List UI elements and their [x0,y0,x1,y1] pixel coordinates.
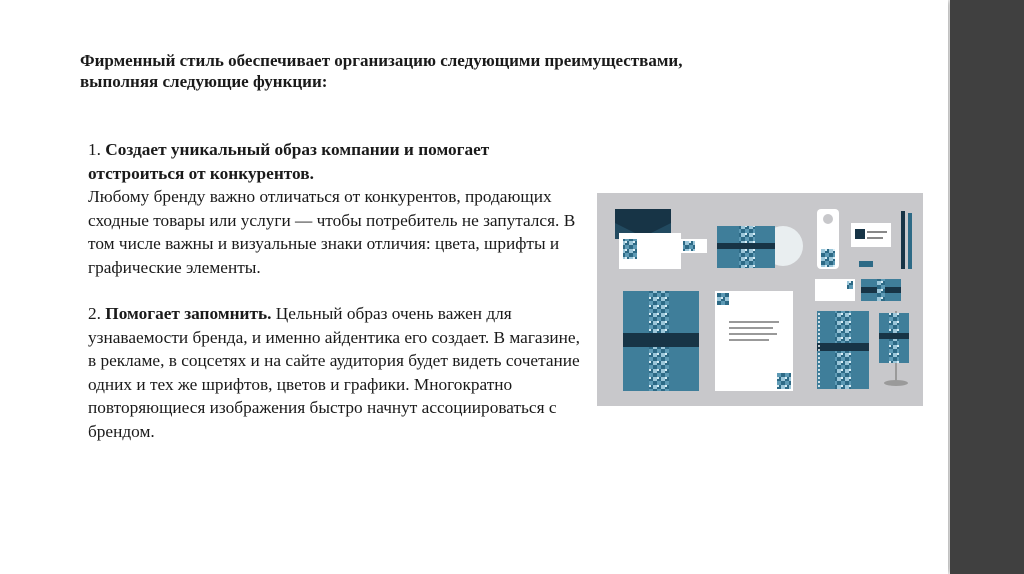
point-2 [88,302,588,443]
point-1-title: Создает уникальный образ компании и помогает отстроиться от конкурентов. [88,140,490,183]
point-2-title: Помогает запомнить. [105,304,272,323]
letterhead-mockup [715,291,793,391]
envelope-mockup [615,209,707,269]
point-1-text: Любому бренду важно отличаться от конкурентов, продающих сходные товары или услуги — чтобы потребитель не запутался. В том числе важны и визуальные знаки отличия: цвета, шрифты и графические элементы. [88,187,576,277]
cd-case-mockup [717,226,803,268]
point-2-number: 2. [88,304,101,323]
slide-heading: Фирменный стиль обеспечивает организацию следующими преимуществами, выполняя следующие функции: [80,51,683,91]
business-cards-mockup [815,279,901,301]
corporate-identity-mockup-image [597,193,923,406]
right-dark-sidebar [950,0,1024,574]
usb-drive-mockup [859,261,873,267]
badge-mockup [851,223,891,247]
stationery-illustration [597,193,923,406]
pens-mockup [901,211,912,269]
point-1-number: 1. [88,140,101,159]
point-1 [88,138,588,279]
slide-body [88,138,588,443]
table-flag-mockup [879,311,909,386]
point-2-text: Цельный образ очень важен для узнаваемости бренда, и именно айдентика его создает. В магазине, в рекламе, в соцсетях и на сайте аудитория будет видеть сочетание одних и тех же шрифтов, цветов и графики. Многократно повторяющиеся изображения быстро начнут ассоциироваться с брендом. [88,304,580,441]
door-hanger-mockup [817,209,839,269]
notebook-mockup [817,311,869,389]
folder-mockup [623,291,699,391]
